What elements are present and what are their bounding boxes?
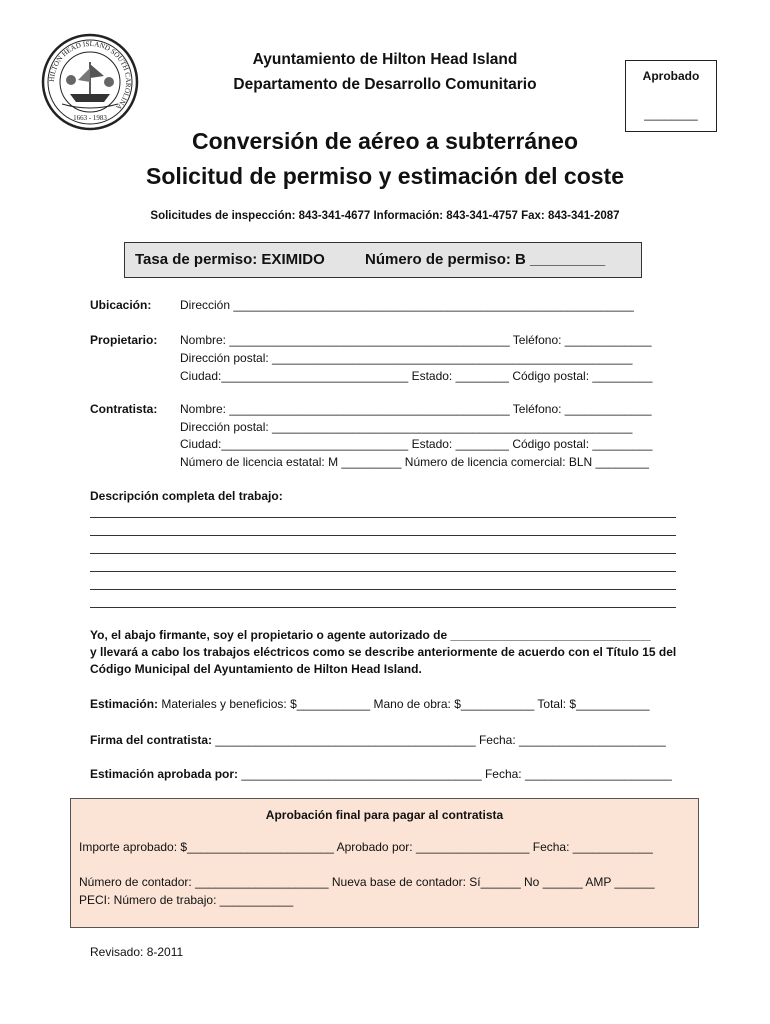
location-label: Ubicación:	[90, 298, 152, 312]
description-line[interactable]	[90, 607, 676, 608]
approved-line: ________	[644, 107, 698, 121]
owner-postal-field[interactable]: Dirección postal: ______________________________________________________	[180, 351, 633, 365]
declaration-line2: y llevará a cabo los trabajos eléctricos como se describe anteriormente de acuerdo con el Título 15 del	[90, 645, 677, 659]
final-approval-box	[70, 798, 699, 928]
description-label: Descripción completa del trabajo:	[90, 489, 283, 503]
approved-by-row[interactable]	[90, 767, 672, 781]
meter-number-field[interactable]: Número de contador: ____________________ Nueva base de contador: Sí______ No ______ AMP ______	[79, 875, 655, 889]
owner-city-field[interactable]: Ciudad:____________________________ Estado: ________ Código postal: _________	[180, 369, 653, 383]
location-address-field[interactable]: Dirección ____________________________________________________________	[180, 298, 634, 312]
estimate-fields[interactable]: Materiales y beneficios: $___________ Mano de obra: $___________ Total: $___________	[158, 697, 650, 711]
approved-label: Aprobado	[642, 69, 700, 83]
seal-text: HILTON HEAD ISLAND SOUTH CAROLINA	[47, 39, 133, 112]
form-title: Conversión de aéreo a subterráneo	[191, 128, 578, 154]
description-line[interactable]	[90, 517, 676, 518]
estimate-row[interactable]	[90, 697, 650, 711]
department-name: Departamento de Desarrollo Comunitario	[233, 76, 537, 93]
contact-phones: Solicitudes de inspección: 843-341-4677 Información: 843-341-4757 Fax: 843-341-2087	[150, 210, 620, 222]
declaration-line1: Yo, el abajo firmante, soy el propietario o agente autorizado de ______________________________	[90, 628, 651, 642]
description-line[interactable]	[90, 535, 676, 536]
declaration-line3: Código Municipal del Ayuntamiento de Hilton Head Island.	[90, 662, 422, 676]
final-approval-title: Aprobación final para pagar al contratista	[265, 808, 504, 822]
owner-name-field[interactable]: Nombre: __________________________________________ Teléfono: _____________	[180, 333, 652, 347]
peci-job-number-field[interactable]: PECI: Número de trabajo: ___________	[79, 893, 294, 907]
town-seal	[40, 32, 140, 132]
signature-fields[interactable]: _______________________________________ Fecha: ______________________	[212, 733, 666, 747]
approved-by-fields[interactable]: ____________________________________ Fecha: ______________________	[238, 767, 672, 781]
approved-amount-field[interactable]: Importe aprobado: $______________________ Aprobado por: _________________ Fecha: ____________	[79, 840, 653, 854]
approved-box	[625, 60, 717, 132]
description-line[interactable]	[90, 589, 676, 590]
fee-box	[124, 242, 642, 278]
seal-years: 1663 - 1983	[73, 114, 107, 122]
contractor-label: Contratista:	[90, 402, 158, 416]
contractor-postal-field[interactable]: Dirección postal: ______________________________________________________	[180, 420, 633, 434]
permit-fee: Tasa de permiso: EXIMIDO	[135, 251, 325, 268]
approved-by-label: Estimación aprobada por:	[90, 767, 239, 781]
signature-row[interactable]	[90, 733, 666, 747]
contractor-city-field[interactable]: Ciudad:____________________________ Estado: ________ Código postal: _________	[180, 437, 653, 451]
org-name: Ayuntamiento de Hilton Head Island	[252, 51, 518, 68]
signature-label: Firma del contratista:	[90, 733, 213, 747]
contractor-name-field[interactable]: Nombre: __________________________________________ Teléfono: _____________	[180, 402, 652, 416]
description-line[interactable]	[90, 553, 676, 554]
contractor-license-field[interactable]: Número de licencia estatal: M _________ Número de licencia comercial: BLN ________	[180, 455, 649, 469]
form-subtitle: Solicitud de permiso y estimación del coste	[145, 163, 625, 189]
revision-note: Revisado: 8-2011	[90, 945, 184, 959]
description-line[interactable]	[90, 571, 676, 572]
owner-label: Propietario:	[90, 333, 158, 347]
estimate-label: Estimación:	[90, 697, 159, 711]
permit-number: Número de permiso: B _________	[365, 251, 606, 268]
